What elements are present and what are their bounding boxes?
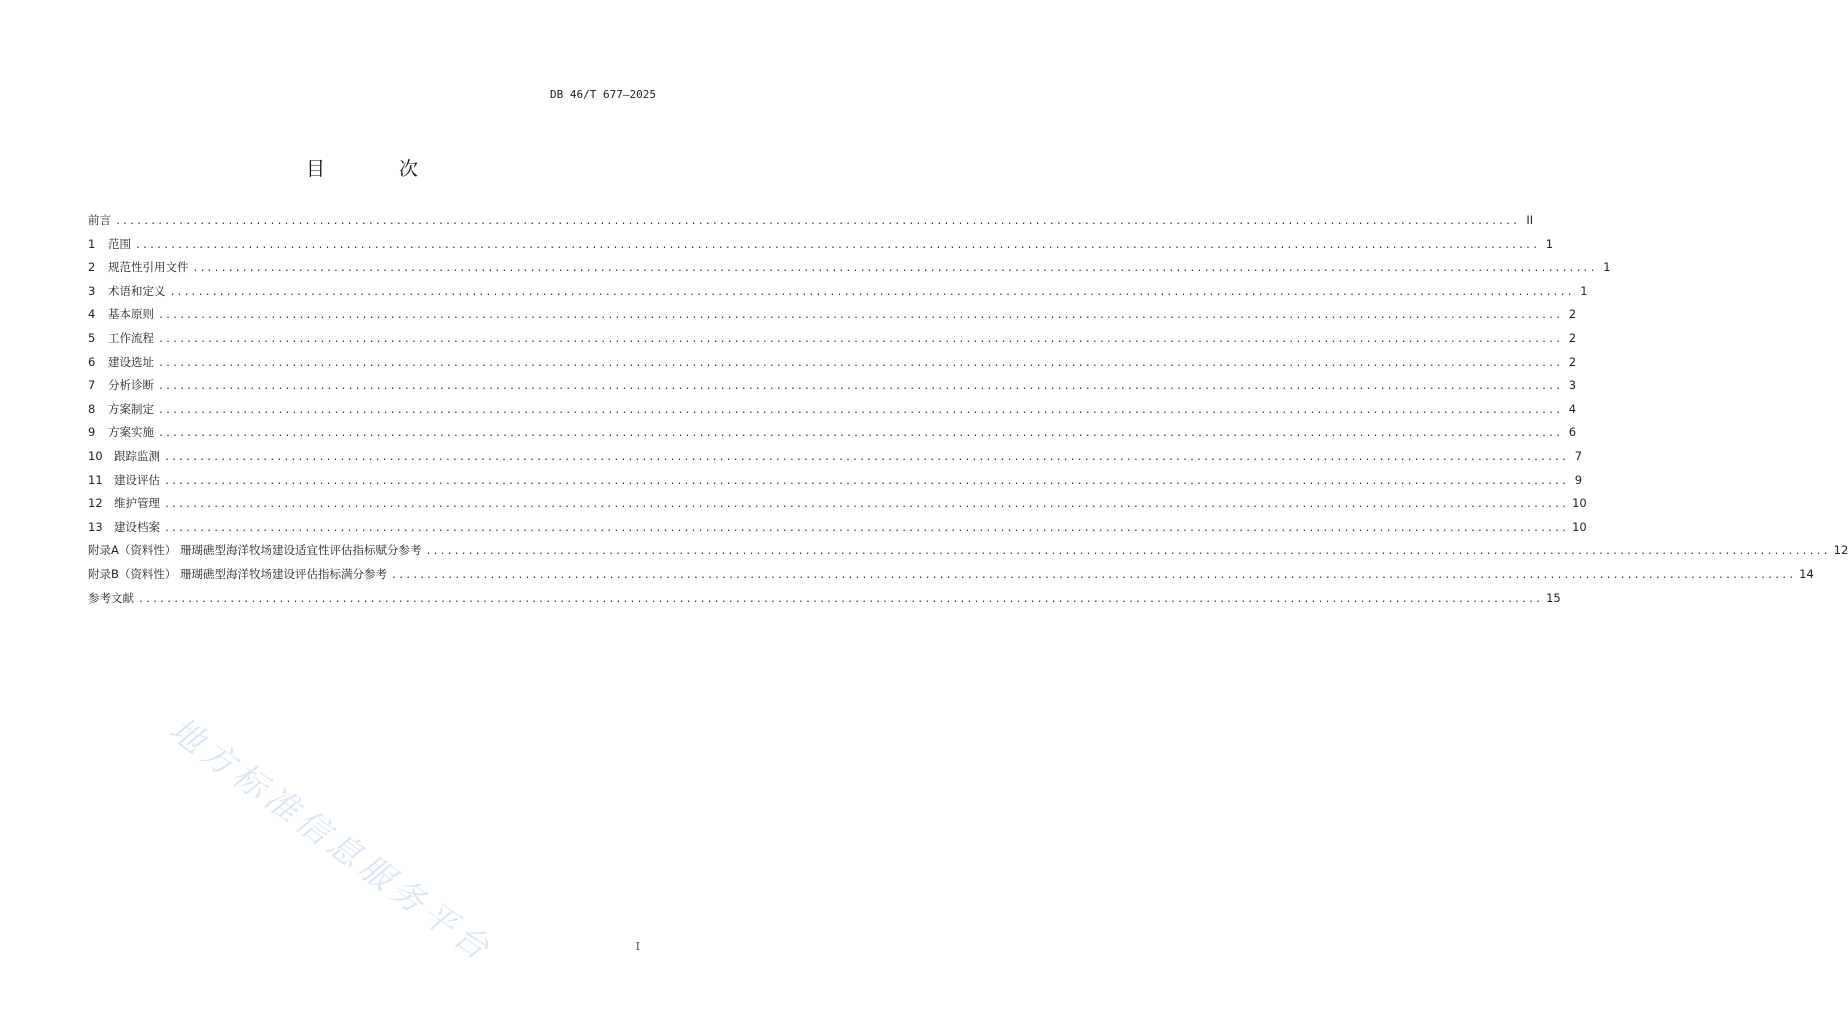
- toc-leader-dots: ........................................................................................................................................................................................................: [158, 428, 1563, 440]
- watermark: 地方标准信息服务平台: [162, 709, 501, 971]
- toc-entry[interactable]: [88, 283, 1588, 307]
- table-of-contents: [88, 212, 1848, 613]
- toc-leader-dots: ........................................................................................................................................................................................................: [164, 499, 1569, 511]
- toc-entry[interactable]: [88, 590, 1561, 614]
- toc-entry-label: 基本原则: [108, 307, 154, 322]
- toc-entry-label: 参考文献: [88, 590, 134, 605]
- toc-entry-label: 前言: [88, 213, 111, 227]
- toc-entry-label: 术语和定义: [108, 283, 166, 298]
- toc-entry-label: 建设选址: [108, 354, 154, 369]
- toc-entry[interactable]: [88, 542, 1848, 566]
- toc-entry-page: 1: [1545, 236, 1554, 251]
- toc-leader-dots: ........................................................................................................................................................................................................: [158, 404, 1563, 416]
- toc-entry-label: 方案实施: [108, 425, 154, 440]
- toc-entry-label: 维护管理: [114, 496, 160, 511]
- toc-entry-page: 6: [1568, 425, 1577, 440]
- toc-leader-dots: ........................................................................................................................................................................................................: [115, 216, 1520, 227]
- toc-entry-number: 3: [88, 283, 96, 298]
- toc-entry-label: 工作流程: [108, 330, 154, 345]
- toc-entry-page: II: [1526, 213, 1534, 227]
- toc-entry-page: 3: [1568, 378, 1577, 393]
- toc-leader-dots: ........................................................................................................................................................................................................: [135, 239, 1540, 251]
- toc-leader-dots: ........................................................................................................................................................................................................: [138, 593, 1543, 605]
- toc-entry-number: 2: [88, 260, 96, 275]
- toc-entry-page: 12: [1833, 543, 1848, 558]
- toc-entry[interactable]: [88, 212, 1534, 236]
- toc-leader-dots: ........................................................................................................................................................................................................: [192, 263, 1597, 275]
- toc-entry-page: 15: [1546, 590, 1561, 605]
- toc-entry-number: 13: [88, 519, 103, 534]
- toc-entry-number: 4: [88, 307, 96, 322]
- toc-entry[interactable]: [88, 259, 1611, 283]
- page-title: 目 次: [305, 158, 453, 180]
- toc-entry-number: 12: [88, 496, 103, 511]
- toc-entry-page: 2: [1568, 307, 1577, 322]
- toc-entry-label: 规范性引用文件: [108, 260, 189, 275]
- toc-entry-number: 5: [88, 330, 96, 345]
- toc-entry[interactable]: [88, 306, 1577, 330]
- toc-leader-dots: ........................................................................................................................................................................................................: [158, 333, 1563, 345]
- toc-entry-label: 建设档案: [114, 519, 160, 534]
- page-number: I: [635, 940, 640, 953]
- toc-entry-page: 1: [1603, 260, 1611, 275]
- toc-entry[interactable]: [88, 377, 1577, 401]
- toc-entry[interactable]: [88, 519, 1587, 543]
- toc-entry[interactable]: [88, 401, 1577, 425]
- toc-leader-dots: ........................................................................................................................................................................................................: [425, 546, 1830, 558]
- toc-entry-page: 7: [1574, 448, 1583, 463]
- toc-entry[interactable]: [88, 448, 1583, 472]
- toc-entry-number: 7: [88, 378, 96, 393]
- toc-entry-number: 1: [88, 236, 96, 251]
- toc-entry[interactable]: [88, 424, 1577, 448]
- toc-leader-dots: ........................................................................................................................................................................................................: [391, 569, 1796, 581]
- toc-leader-dots: ........................................................................................................................................................................................................: [164, 475, 1569, 487]
- toc-entry-number: 9: [88, 425, 96, 440]
- toc-entry-label: 范围: [108, 236, 131, 251]
- toc-entry[interactable]: [88, 495, 1587, 519]
- toc-entry-page: 1: [1580, 283, 1588, 298]
- toc-entry-page: 10: [1572, 496, 1587, 511]
- toc-entry-number: 6: [88, 354, 96, 369]
- toc-entry-page: 9: [1574, 472, 1583, 487]
- toc-entry-page: 2: [1568, 354, 1577, 369]
- toc-leader-dots: ........................................................................................................................................................................................................: [169, 286, 1574, 298]
- toc-entry-page: 2: [1568, 330, 1577, 345]
- toc-entry[interactable]: [88, 566, 1814, 590]
- document-code: DB 46/T 677—2025: [550, 88, 656, 101]
- toc-entry-number: 8: [88, 401, 96, 416]
- toc-entry[interactable]: [88, 236, 1554, 260]
- toc-entry-label: 方案制定: [108, 401, 154, 416]
- toc-entry-label: 附录A（资料性） 珊瑚礁型海洋牧场建设适宜性评估指标赋分参考: [88, 543, 422, 558]
- toc-leader-dots: ........................................................................................................................................................................................................: [158, 381, 1563, 393]
- toc-leader-dots: ........................................................................................................................................................................................................: [158, 310, 1563, 322]
- toc-entry-page: 14: [1799, 566, 1814, 581]
- toc-entry-page: 10: [1572, 519, 1587, 534]
- toc-entry[interactable]: [88, 354, 1577, 378]
- toc-entry-number: 11: [88, 472, 103, 487]
- toc-leader-dots: ........................................................................................................................................................................................................: [158, 357, 1563, 369]
- toc-entry-label: 分析诊断: [108, 378, 154, 393]
- toc-entry[interactable]: [88, 472, 1583, 496]
- toc-entry-page: 4: [1568, 401, 1577, 416]
- toc-leader-dots: ........................................................................................................................................................................................................: [164, 451, 1569, 463]
- toc-entry-label: 附录B（资料性） 珊瑚礁型海洋牧场建设评估指标满分参考: [88, 566, 388, 581]
- toc-leader-dots: ........................................................................................................................................................................................................: [164, 522, 1569, 534]
- toc-entry-label: 建设评估: [114, 472, 160, 487]
- toc-entry-number: 10: [88, 448, 103, 463]
- toc-entry-label: 跟踪监测: [114, 448, 160, 463]
- toc-entry[interactable]: [88, 330, 1577, 354]
